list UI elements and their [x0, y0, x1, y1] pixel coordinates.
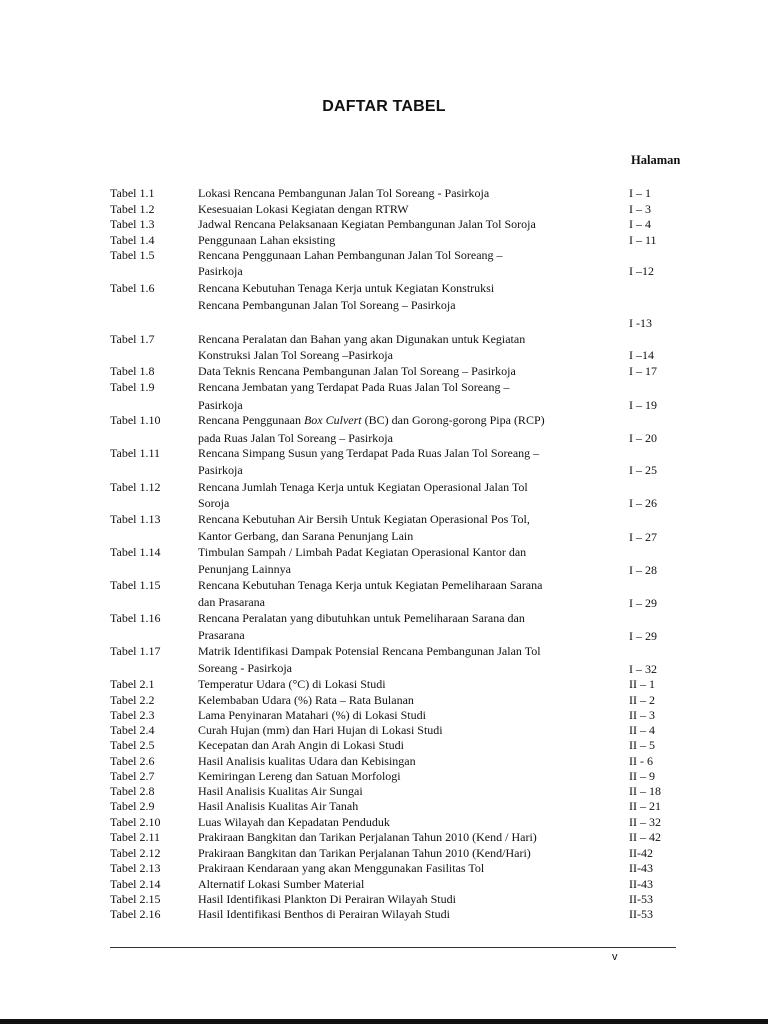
table-title-line: Curah Hujan (mm) dan Hari Hujan di Lokasi Studi [198, 723, 443, 737]
table-title-line: Soroja [198, 496, 230, 510]
table-title-line: Rencana Penggunaan Lahan Pembangunan Jalan Tol Soreang – [198, 248, 503, 262]
table-page-ref: II – 3 [629, 708, 655, 722]
table-number: Tabel 1.5 [110, 248, 155, 262]
table-page-ref: I – 29 [629, 629, 657, 643]
table-title-line: Kesesuaian Lokasi Kegiatan dengan RTRW [198, 202, 409, 216]
table-title-line: Hasil Identifikasi Plankton Di Perairan Wilayah Studi [198, 892, 456, 906]
table-number: Tabel 1.14 [110, 545, 161, 559]
table-title-line: Luas Wilayah dan Kepadatan Penduduk [198, 815, 390, 829]
table-page-ref: I – 29 [629, 596, 657, 610]
table-title-line: Prasarana [198, 628, 245, 642]
table-page-ref: II – 21 [629, 799, 661, 813]
table-number: Tabel 1.16 [110, 611, 161, 625]
table-page-ref: II – 2 [629, 693, 655, 707]
table-page-ref: II – 32 [629, 815, 661, 829]
table-title-line: Rencana Peralatan dan Bahan yang akan Digunakan untuk Kegiatan [198, 332, 526, 346]
table-page-ref: I – 28 [629, 563, 657, 577]
table-number: Tabel 1.8 [110, 364, 155, 378]
table-number: Tabel 1.9 [110, 380, 155, 394]
table-number: Tabel 2.14 [110, 877, 161, 891]
table-number: Tabel 2.16 [110, 907, 161, 921]
table-number: Tabel 1.17 [110, 644, 161, 658]
table-number: Tabel 1.11 [110, 446, 161, 460]
table-title-line: Konstruksi Jalan Tol Soreang –Pasirkoja [198, 348, 393, 362]
table-title-line: Kantor Gerbang, dan Sarana Penunjang Lain [198, 529, 414, 543]
table-page-ref: II - 6 [629, 754, 653, 768]
table-page-ref: II – 42 [629, 830, 661, 844]
table-title-line: Kecepatan dan Arah Angin di Lokasi Studi [198, 738, 404, 752]
table-number: Tabel 2.10 [110, 815, 161, 829]
table-number: Tabel 2.12 [110, 846, 161, 860]
table-title-line: Soreang - Pasirkoja [198, 661, 292, 675]
table-number: Tabel 1.4 [110, 233, 155, 247]
table-number: Tabel 2.3 [110, 708, 155, 722]
table-page-ref: II – 9 [629, 769, 655, 783]
table-title-line: Temperatur Udara (°C) di Lokasi Studi [198, 677, 386, 691]
table-title-line: Alternatif Lokasi Sumber Material [198, 877, 365, 891]
table-title-line: Rencana Peralatan yang dibutuhkan untuk Pemeliharaan Sarana dan [198, 611, 525, 625]
table-title-line: Lama Penyinaran Matahari (%) di Lokasi Studi [198, 708, 426, 722]
table-page-ref: I –12 [629, 264, 654, 278]
table-title-line: Hasil Analisis Kualitas Air Sungai [198, 784, 363, 798]
table-title-line: Rencana Penggunaan Box Culvert (BC) dan Gorong-gorong Pipa (RCP) [198, 413, 545, 427]
table-page-ref: II – 4 [629, 723, 655, 737]
table-number: Tabel 2.13 [110, 861, 161, 875]
table-title-line: Hasil Identifikasi Benthos di Perairan Wilayah Studi [198, 907, 450, 921]
table-page-ref: I – 4 [629, 217, 651, 231]
table-title-line: Timbulan Sampah / Limbah Padat Kegiatan Operasional Kantor dan [198, 545, 527, 559]
table-title-line: Rencana Kebutuhan Air Bersih Untuk Kegiatan Operasional Pos Tol, [198, 512, 530, 526]
table-title-line: Rencana Pembangunan Jalan Tol Soreang – Pasirkoja [198, 298, 456, 312]
table-page-ref: I – 32 [629, 662, 657, 676]
table-title-line: Pasirkoja [198, 264, 243, 278]
table-title-line: dan Prasarana [198, 595, 265, 609]
table-page-ref: I – 26 [629, 496, 657, 510]
table-page-ref: I – 27 [629, 530, 657, 544]
table-page-ref: I – 3 [629, 202, 651, 216]
table-number: Tabel 2.4 [110, 723, 155, 737]
table-title-line: Prakiraan Kendaraan yang akan Menggunakan Fasilitas Tol [198, 861, 485, 875]
table-title-line: Jadwal Rencana Pelaksanaan Kegiatan Pembangunan Jalan Tol Soroja [198, 217, 536, 231]
table-number: Tabel 1.15 [110, 578, 161, 592]
table-number: Tabel 1.1 [110, 186, 155, 200]
page-number: v [612, 951, 618, 963]
table-title-line: Rencana Jumlah Tenaga Kerja untuk Kegiatan Operasional Jalan Tol [198, 480, 528, 494]
table-number: Tabel 1.13 [110, 512, 161, 526]
table-number: Tabel 2.2 [110, 693, 155, 707]
table-number: Tabel 2.5 [110, 738, 155, 752]
table-number: Tabel 2.6 [110, 754, 155, 768]
table-page-ref: II-53 [629, 907, 653, 921]
table-title-line: Rencana Simpang Susun yang Terdapat Pada Ruas Jalan Tol Soreang – [198, 446, 540, 460]
table-title-line: Pasirkoja [198, 463, 243, 477]
table-number: Tabel 2.11 [110, 830, 161, 844]
page-column-header: Halaman [631, 153, 681, 167]
footer-rule [110, 947, 676, 948]
table-number: Tabel 1.7 [110, 332, 155, 346]
table-number: Tabel 1.2 [110, 202, 155, 216]
table-number: Tabel 2.7 [110, 769, 155, 783]
table-page-ref: II-53 [629, 892, 653, 906]
table-title-line: Hasil Analisis kualitas Udara dan Kebisingan [198, 754, 416, 768]
table-page-ref: II-43 [629, 877, 653, 891]
table-page-ref: II – 1 [629, 677, 655, 691]
table-page-ref: II-43 [629, 861, 653, 875]
table-number: Tabel 1.6 [110, 281, 155, 295]
table-page-ref: I -13 [629, 316, 652, 330]
table-title-line: Penggunaan Lahan eksisting [198, 233, 336, 247]
table-title-line: Data Teknis Rencana Pembangunan Jalan Tol Soreang – Pasirkoja [198, 364, 516, 378]
table-page-ref: I – 11 [629, 233, 657, 247]
table-page-ref: I – 1 [629, 186, 651, 200]
table-title-line: Penunjang Lainnya [198, 562, 291, 576]
table-title-line: Rencana Jembatan yang Terdapat Pada Ruas Jalan Tol Soreang – [198, 380, 510, 394]
table-page-ref: I – 19 [629, 398, 657, 412]
table-title-line: Matrik Identifikasi Dampak Potensial Rencana Pembangunan Jalan Tol [198, 644, 541, 658]
table-title-line: Kelembaban Udara (%) Rata – Rata Bulanan [198, 693, 414, 707]
table-title-line: Hasil Analisis Kualitas Air Tanah [198, 799, 359, 813]
table-number: Tabel 2.8 [110, 784, 155, 798]
table-number: Tabel 2.9 [110, 799, 155, 813]
table-number: Tabel 1.10 [110, 413, 161, 427]
table-number: Tabel 1.12 [110, 480, 161, 494]
table-title-line: Pasirkoja [198, 398, 243, 412]
table-page-ref: II – 18 [629, 784, 661, 798]
table-title-line: pada Ruas Jalan Tol Soreang – Pasirkoja [198, 431, 393, 445]
table-number: Tabel 2.15 [110, 892, 161, 906]
table-number: Tabel 1.3 [110, 217, 155, 231]
table-page-ref: II – 5 [629, 738, 655, 752]
table-page-ref: I – 17 [629, 364, 657, 378]
bottom-bar [0, 1019, 768, 1024]
table-title-line: Prakiraan Bangkitan dan Tarikan Perjalanan Tahun 2010 (Kend/Hari) [198, 846, 531, 860]
page-title: DAFTAR TABEL [322, 98, 446, 115]
table-title-line: Rencana Kebutuhan Tenaga Kerja untuk Kegiatan Pemeliharaan Sarana [198, 578, 543, 592]
table-page-ref: I – 20 [629, 431, 657, 445]
table-title-line: Rencana Kebutuhan Tenaga Kerja untuk Kegiatan Konstruksi [198, 281, 495, 295]
table-title-line: Prakiraan Bangkitan dan Tarikan Perjalanan Tahun 2010 (Kend / Hari) [198, 830, 537, 844]
table-page-ref: I –14 [629, 348, 654, 362]
table-number: Tabel 2.1 [110, 677, 155, 691]
table-title-line: Lokasi Rencana Pembangunan Jalan Tol Soreang - Pasirkoja [198, 186, 490, 200]
table-title-line: Kemiringan Lereng dan Satuan Morfologi [198, 769, 401, 783]
table-page-ref: II-42 [629, 846, 653, 860]
table-page-ref: I – 25 [629, 463, 657, 477]
